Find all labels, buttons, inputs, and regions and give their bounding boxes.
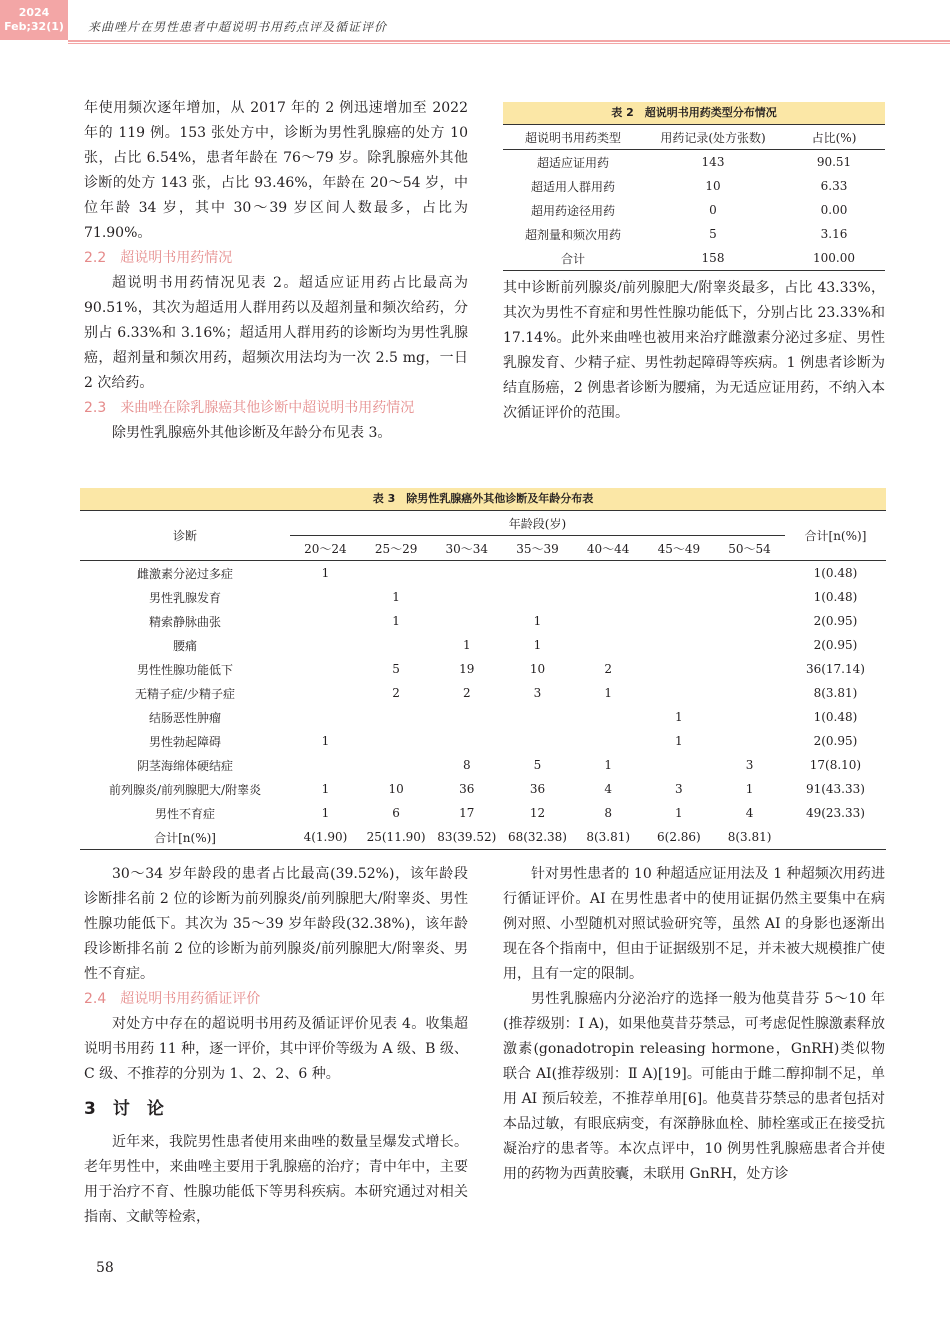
diagnosis-cell: 合计[n(%)] xyxy=(154,830,216,845)
table-cell: 8(3.81) xyxy=(727,830,772,844)
diagnosis-cell: 前列腺炎/前列腺肥大/附睾炎 xyxy=(108,782,262,797)
table-2-caption: 表 2 超说明书用药类型分布情况 xyxy=(503,102,885,124)
table-cell xyxy=(644,609,715,633)
table-cell xyxy=(644,561,715,586)
table-cell xyxy=(714,561,785,586)
table-cell: 1(0.48) xyxy=(813,566,858,580)
table-cell xyxy=(290,633,361,657)
table-cell: 合计 xyxy=(560,251,585,266)
table-cell: 3 xyxy=(675,782,683,796)
table-row-total xyxy=(80,825,886,850)
header-rule-thin xyxy=(68,43,950,44)
table-cell xyxy=(361,561,432,586)
table-cell xyxy=(573,609,644,633)
table-cell xyxy=(290,609,361,633)
table-cell: 1 xyxy=(392,614,400,628)
table-cell xyxy=(714,585,785,609)
table-cell: 10 xyxy=(388,782,404,796)
table-cell: 3 xyxy=(745,758,754,772)
table-cell: 8 xyxy=(604,806,612,820)
table-cell: 2(0.95) xyxy=(813,734,858,748)
issue-volume: Feb;32(1) xyxy=(4,20,64,33)
table-cell: 4 xyxy=(745,806,754,820)
table-3-caption: 表 3 除男性乳腺癌外其他诊断及年龄分布表 xyxy=(80,488,886,510)
table-cell: 超适应证用药 xyxy=(536,155,609,170)
paragraph-l6: 近年来，我院男性患者使用来曲唑的数量呈爆发式增长。老年男性中，来曲唑主要用于乳腺癌的治疗；青中年中，主要用于治疗不育、性腺功能低下等男科疾病。本研究通过对相关指南、文献等检索， xyxy=(84,1134,468,1225)
table-cell: 超剂量和频次用药 xyxy=(524,227,621,242)
table-row xyxy=(503,198,885,222)
table-cell: 17(8.10) xyxy=(809,758,862,772)
table-cell: 1 xyxy=(321,782,330,796)
table-cell xyxy=(714,657,785,681)
diagnosis-cell: 雌激素分泌过多症 xyxy=(137,566,234,581)
table-row xyxy=(503,150,885,175)
table-cell xyxy=(644,657,715,681)
table-2-header-type: 超说明书用药类型 xyxy=(524,130,621,145)
table-cell xyxy=(431,585,502,609)
age-group-header: 45～49 xyxy=(657,541,701,556)
age-group-header: 30～34 xyxy=(445,541,489,556)
table-cell: 6(2.86) xyxy=(657,830,701,844)
table-row xyxy=(503,174,885,198)
paragraph-l4: 30～34 岁年龄段的患者占比最高(39.52%)，该年龄段诊断排名前 2 位的诊断为前列腺炎/前列腺肥大/附睾炎、男性性腺功能低下。其次为 35～39 岁年龄段(32.38%)，该年龄段诊断排名前 2 位的诊断为前列腺炎/前列腺肥大/附睾炎、男性不育症。 xyxy=(84,866,468,982)
section-2-4-heading: 2.4 超说明书用药循证评价 xyxy=(84,991,261,1007)
table-cell: 68(32.38) xyxy=(507,830,567,844)
table-cell: 1 xyxy=(392,590,400,604)
table-cell: 100.00 xyxy=(813,251,855,265)
table-row xyxy=(80,729,886,753)
table-cell xyxy=(361,705,432,729)
table-3-grid xyxy=(80,510,886,850)
table-cell: 1 xyxy=(533,638,542,652)
table-row xyxy=(80,657,886,681)
table-cell: 8(3.81) xyxy=(586,830,631,844)
diagnosis-cell: 阴茎海绵体硬结症 xyxy=(137,758,234,773)
table-3-header-diagnosis: 诊断 xyxy=(80,511,290,561)
chapter-3-heading: 3 讨 论 xyxy=(84,1099,164,1119)
table-cell xyxy=(290,585,361,609)
age-group-header: 25～29 xyxy=(374,541,418,556)
table-row xyxy=(80,633,886,657)
table-3-body xyxy=(80,561,886,850)
table-cell: 1 xyxy=(604,758,612,772)
table-cell: 4 xyxy=(604,782,612,796)
table-cell xyxy=(502,561,573,586)
table-row-total xyxy=(503,246,885,271)
table-cell xyxy=(573,705,644,729)
table-cell: 0.00 xyxy=(820,203,848,217)
diagnosis-cell: 男性乳腺发育 xyxy=(149,590,222,605)
table-row xyxy=(80,705,886,729)
table-cell: 36(17.14) xyxy=(805,662,865,676)
table-cell xyxy=(361,753,432,777)
table-cell xyxy=(573,633,644,657)
paragraph-r2: 针对男性患者的 10 种超适应证用法及 1 种超频次用药进行循证评价。AI 在男性患者中的使用证据仍然主要集中在病例对照、小型随机对照试验研究等，虽然 AI 的身影也逐渐出现在各个指南中，但由于证据级别不足，并未被大规模推广使用，且有一定的限制。 xyxy=(503,866,885,982)
table-cell: 4(1.90) xyxy=(303,830,348,844)
table-row xyxy=(80,561,886,586)
age-group-header: 20～24 xyxy=(304,541,347,556)
table-cell xyxy=(431,729,502,753)
table-cell: 5 xyxy=(709,227,717,241)
table-cell: 2(0.95) xyxy=(813,614,858,628)
table-cell: 1(0.48) xyxy=(813,590,858,604)
table-row xyxy=(80,681,886,705)
table-row xyxy=(80,777,886,801)
table-cell: 6.33 xyxy=(820,179,848,193)
table-cell xyxy=(290,705,361,729)
paragraph-l2: 超说明书用药情况见表 2。超适应证用药占比最高为 90.51%，其次为超适用人群用药以及超剂量和频次给药，分别占 6.33%和 3.16%；超适用人群用药的诊断均为男性乳腺癌，超剂量和频次用药，超频次用法均为一次 2.5 mg，一日 2 次给药。 xyxy=(84,275,468,391)
table-cell: 2 xyxy=(604,662,612,676)
paragraph-l1: 年使用频次逐年增加，从 2017 年的 2 例迅速增加至 2022 年的 119 例。153 张处方中，诊断为男性乳腺癌的处方 10 张，占比 6.54%，患者年龄在 76～79 岁。除乳腺癌外其他诊断的处方 143 张，占比 93.46%，年龄在 20～54 岁，中位年龄 34 岁，其中 30～39 岁区间人数最多，占比为 71.90%。 xyxy=(84,100,468,241)
table-cell: 1 xyxy=(321,806,330,820)
running-title: 来曲唑片在男性患者中超说明书用药点评及循证评价 xyxy=(88,20,388,34)
diagnosis-cell: 男性性腺功能低下 xyxy=(137,662,234,677)
table-cell: 1 xyxy=(321,734,330,748)
table-cell xyxy=(361,633,432,657)
table-cell: 5 xyxy=(533,758,542,772)
table-cell xyxy=(361,729,432,753)
diagnosis-cell: 男性勃起障碍 xyxy=(149,734,222,749)
left-column-top xyxy=(84,96,468,446)
table-cell xyxy=(502,729,573,753)
table-2-grid xyxy=(503,124,885,271)
table-cell: 6 xyxy=(392,806,400,820)
table-3 xyxy=(80,488,886,850)
table-cell: 10 xyxy=(705,179,721,193)
table-cell: 25(11.90) xyxy=(366,830,426,844)
page-number: 58 xyxy=(96,1260,114,1276)
diagnosis-cell: 结肠恶性肿瘤 xyxy=(149,710,222,725)
table-cell: 超适用人群用药 xyxy=(530,179,615,194)
paragraph-r1: 其中诊断前列腺炎/前列腺肥大/附睾炎最多，占比 43.33%，其次为男性不育症和男性性腺功能低下，分别占比 23.33%和 17.14%。此外来曲唑也被用来治疗雌激素分泌过多症、男性乳腺发育、少精子症、男性勃起障碍等疾病。1 例患者诊断为结直肠癌，2 例患者诊断为腰痛，为无适应证用药，不纳入本次循证评价的范围。 xyxy=(503,280,885,421)
table-cell xyxy=(714,681,785,705)
paragraph-r3: 男性乳腺癌内分泌治疗的选择一般为他莫昔芬 5～10 年(推荐级别：Ⅰ A)，如果他莫昔芬禁忌，可考虑促性腺激素释放激素(gonadotropin releasing hormone，GnRH)类似物联合 AI(推荐级别：Ⅱ A)[19]。可能由于雌二醇抑制不足，单用 AI 预后较差，不推荐单用[6]。他莫昔芬禁忌的患者包括对本品过敏，有眼底病变，有深静脉血栓、肺栓塞或正在接受抗凝治疗的患者等。本次点评中，10 例男性乳腺癌患者合并使用的药物为西黄胶囊，未联用 GnRH，处方诊 xyxy=(503,991,885,1182)
table-row xyxy=(80,753,886,777)
table-cell: 2 xyxy=(392,686,400,700)
table-row xyxy=(80,609,886,633)
paragraph-l5: 对处方中存在的超说明书用药及循证评价见表 4。收集超说明书用药 11 种，逐一评价，其中评价等级为 A 级、B 级、C 级、不推荐的分别为 1、2、2、6 种。 xyxy=(84,1016,468,1082)
table-2 xyxy=(503,102,885,271)
table-cell: 158 xyxy=(701,251,725,265)
table-cell: 10 xyxy=(529,662,546,676)
right-column-top xyxy=(503,276,885,426)
table-cell xyxy=(290,657,361,681)
table-cell xyxy=(644,681,715,705)
table-cell: 1 xyxy=(533,614,542,628)
table-cell xyxy=(502,705,573,729)
table-cell: 1(0.48) xyxy=(813,710,858,724)
table-cell: 1 xyxy=(675,710,683,724)
table-row xyxy=(80,585,886,609)
table-2-header-ratio: 占比(%) xyxy=(811,130,857,145)
diagnosis-cell: 精索静脉曲张 xyxy=(149,614,222,629)
table-cell xyxy=(714,609,785,633)
table-row xyxy=(503,222,885,246)
issue-badge xyxy=(0,0,68,40)
table-cell xyxy=(714,633,785,657)
table-cell: 1 xyxy=(675,806,683,820)
diagnosis-cell: 男性不育症 xyxy=(155,806,216,821)
table-cell xyxy=(573,561,644,586)
table-cell: 3 xyxy=(533,686,542,700)
table-cell: 143 xyxy=(701,155,725,169)
table-cell xyxy=(644,633,715,657)
section-2-2-heading: 2.2 超说明书用药情况 xyxy=(84,250,233,266)
table-row xyxy=(80,801,886,825)
table-cell: 91(43.33) xyxy=(805,782,865,796)
table-3-header-age: 年龄段(岁) xyxy=(290,511,785,536)
table-cell: 83(39.52) xyxy=(437,830,497,844)
table-cell: 36 xyxy=(459,782,475,796)
table-cell: 3.16 xyxy=(820,227,848,241)
table-cell: 1 xyxy=(462,638,471,652)
table-2-header-count: 用药记录(处方张数) xyxy=(660,130,766,145)
table-cell: 17 xyxy=(459,806,475,820)
age-group-header: 50～54 xyxy=(728,541,771,556)
table-cell xyxy=(785,825,886,850)
table-cell xyxy=(502,585,573,609)
table-3-header-total: 合计[n(%)] xyxy=(785,511,886,561)
table-cell: 1 xyxy=(675,734,683,748)
table-cell: 1 xyxy=(321,566,330,580)
table-cell xyxy=(644,585,715,609)
table-cell xyxy=(290,681,361,705)
header-rule xyxy=(68,40,950,42)
table-cell: 49(23.33) xyxy=(805,806,865,820)
age-group-header: 35～39 xyxy=(516,541,559,556)
right-column-bottom xyxy=(503,862,885,1187)
table-cell xyxy=(644,753,715,777)
diagnosis-cell: 无精子症/少精子症 xyxy=(135,686,236,701)
diagnosis-cell: 腰痛 xyxy=(173,638,198,653)
table-cell xyxy=(573,585,644,609)
left-column-bottom xyxy=(84,862,468,1230)
table-3-header-row-1 xyxy=(80,511,886,536)
table-cell: 2(0.95) xyxy=(813,638,858,652)
table-cell xyxy=(290,753,361,777)
table-cell: 1 xyxy=(745,782,754,796)
table-cell: 36 xyxy=(529,782,546,796)
table-cell xyxy=(714,729,785,753)
paragraph-l3: 除男性乳腺癌外其他诊断及年龄分布见表 3。 xyxy=(112,425,392,441)
table-cell xyxy=(431,705,502,729)
section-2-3-heading: 2.3 来曲唑在除乳腺癌其他诊断中超说明书用药情况 xyxy=(84,400,415,416)
table-cell: 12 xyxy=(529,806,546,820)
table-cell: 8(3.81) xyxy=(813,686,858,700)
table-cell xyxy=(431,609,502,633)
table-cell: 19 xyxy=(459,662,475,676)
table-cell: 超用药途径用药 xyxy=(530,203,615,218)
table-2-header-row xyxy=(503,125,885,150)
table-cell xyxy=(431,561,502,586)
table-cell: 2 xyxy=(462,686,471,700)
age-group-header: 40～44 xyxy=(586,541,630,556)
table-cell: 5 xyxy=(392,662,400,676)
issue-year: 2024 xyxy=(18,6,50,19)
table-cell: 90.51 xyxy=(816,155,852,169)
table-cell xyxy=(573,729,644,753)
table-cell: 1 xyxy=(604,686,612,700)
table-cell: 8 xyxy=(462,758,471,772)
table-cell xyxy=(714,705,785,729)
table-cell: 0 xyxy=(709,203,717,217)
